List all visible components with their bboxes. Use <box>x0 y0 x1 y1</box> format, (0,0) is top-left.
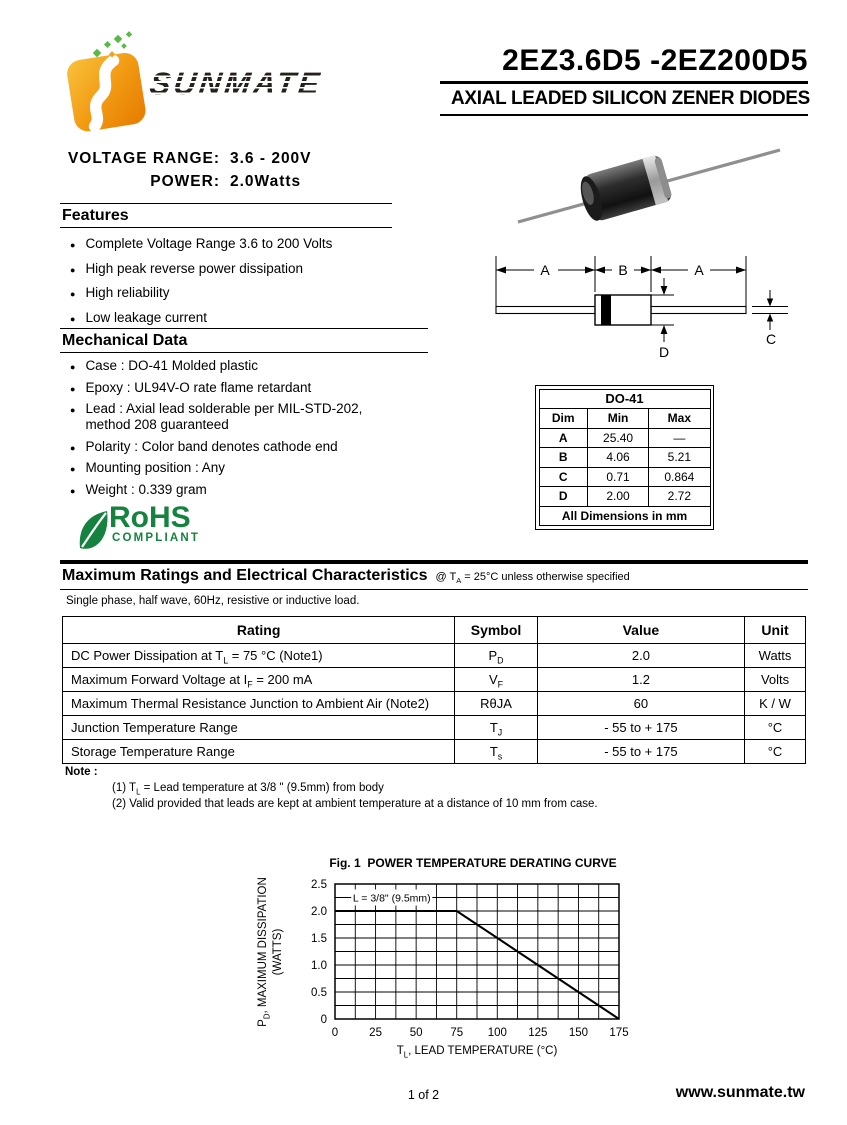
mechanical-text: Polarity : Color band denotes cathode end <box>85 438 338 454</box>
dim-cell: A <box>539 428 587 448</box>
package-title-row <box>539 389 710 409</box>
svg-text:50: 50 <box>409 1027 423 1039</box>
table-row <box>539 487 710 507</box>
symbol-cell: RθJA <box>455 692 537 716</box>
document-header <box>440 44 808 116</box>
mechanical-text: Weight : 0.339 gram <box>85 481 207 497</box>
bullet-icon: ● <box>70 313 76 324</box>
table-row <box>539 448 710 468</box>
part-number-title: 2EZ3.6D5 -2EZ200D5 <box>502 44 808 77</box>
diode-photo <box>500 136 795 238</box>
dim-label-d: D <box>658 344 670 360</box>
bullet-icon: ● <box>70 383 76 394</box>
mechanical-item <box>66 482 466 498</box>
brand-wordmark: SUNMATE <box>147 66 325 101</box>
feature-item <box>66 285 446 301</box>
dim-label-c: C <box>765 331 777 347</box>
mechanical-item <box>66 380 466 396</box>
unit-cell: K / W <box>745 692 806 716</box>
max-cell: 0.864 <box>649 467 710 487</box>
mechanical-item <box>66 460 466 476</box>
diode-body <box>576 154 673 224</box>
mechanical-item <box>66 401 466 433</box>
feature-item <box>66 261 446 277</box>
symbol-cell: $P_D$ <box>455 644 537 668</box>
mechanical-text: Mounting position : Any <box>85 460 226 475</box>
ratings-heading: Maximum Ratings and Electrical Characteristics <box>62 567 428 584</box>
mechanical-item <box>66 358 466 374</box>
svg-text:125: 125 <box>528 1027 548 1039</box>
table-row <box>63 716 806 740</box>
feature-text: High peak reverse power dissipation <box>85 260 304 276</box>
note-item: (1) $T_L$ = Lead temperature at 3/8 " (9.5mm) from body <box>112 782 384 797</box>
mechanical-text: Case : DO-41 Molded plastic <box>85 358 259 373</box>
cathode-band-mark <box>601 295 611 325</box>
value-cell: - 55 to + 175 <box>537 716 744 740</box>
mechanical-text: Lead : Axial lead solderable per MIL-STD-202, method 208 guaranteed <box>85 401 363 432</box>
package-name: DO-41 <box>539 389 710 409</box>
note-label: Note : <box>65 766 98 778</box>
feature-text: High reliability <box>85 285 170 300</box>
features-heading: Features <box>62 207 129 224</box>
symbol-cell: $V_F$ <box>455 668 537 692</box>
mechanical-text: Epoxy : UL94V-O rate flame retardant <box>85 379 312 395</box>
unit-cell: Watts <box>745 644 806 668</box>
table-row <box>539 428 710 448</box>
svg-text:25: 25 <box>369 1027 382 1039</box>
value-cell: 2.0 <box>537 644 744 668</box>
voltage-range-value: 3.6 - 200V <box>230 150 312 167</box>
package-footer-row <box>539 506 710 526</box>
rating-cell: Junction Temperature Range <box>63 716 455 740</box>
bullet-icon: ● <box>70 405 76 415</box>
voltage-range-label: VOLTAGE RANGE: <box>67 150 220 167</box>
rating-cell: Storage Temperature Range <box>63 740 455 764</box>
max-cell: — <box>649 428 710 448</box>
package-dimension-diagram <box>488 248 806 366</box>
svg-text:75: 75 <box>450 1027 464 1039</box>
bullet-icon: ● <box>70 485 76 496</box>
svg-text:L = 3/8" (9.5mm): L = 3/8" (9.5mm) <box>352 892 431 905</box>
rating-cell: Maximum Thermal Resistance Junction to Ambient Air (Note2) <box>63 692 455 716</box>
bullet-icon: ● <box>70 289 76 299</box>
value-cell: 60 <box>537 692 744 716</box>
subtitle-divider <box>440 114 808 116</box>
value-cell: - 55 to + 175 <box>537 740 744 764</box>
mechanical-section-header <box>60 328 428 353</box>
feature-item <box>66 236 446 252</box>
table-row <box>63 644 806 668</box>
unit-cell: °C <box>745 740 806 764</box>
ratings-table <box>62 616 806 764</box>
dim-label-b: B <box>618 262 628 278</box>
min-cell: 25.40 <box>587 428 648 448</box>
features-list <box>66 236 446 334</box>
rating-cell: DC Power Dissipation at $T_L = 75$ °C (Note1) <box>63 644 455 668</box>
figure-title: Fig. 1 POWER TEMPERATURE DERATING CURVE <box>329 856 617 870</box>
y-axis-label-line1: $P_D$, MAXIMUM DISSIPATION <box>257 877 272 1027</box>
rohs-compliant-logo <box>76 503 256 555</box>
chart-y-axis-label <box>256 852 288 1052</box>
section-divider-bar <box>60 560 808 564</box>
value-cell: 1.2 <box>537 668 744 692</box>
col-value: Value <box>537 617 744 644</box>
chart-x-axis-label: $T_L$, LEAD TEMPERATURE (°C) <box>396 1045 558 1060</box>
bullet-icon: ● <box>70 442 76 453</box>
rohs-subtitle: COMPLIANT <box>112 532 201 544</box>
feature-text: Complete Voltage Range 3.6 to 200 Volts <box>85 236 333 251</box>
dim-label-a-left: A <box>540 262 550 278</box>
min-cell: 2.00 <box>587 487 648 507</box>
max-cell: 5.21 <box>649 448 710 468</box>
dimensions-unit-note: All Dimensions in mm <box>539 506 710 526</box>
mechanical-list <box>66 358 466 503</box>
dim-cell: B <box>539 448 587 468</box>
svg-text:150: 150 <box>568 1027 589 1039</box>
dim-cell: C <box>539 467 587 487</box>
ratings-subnote: Single phase, half wave, 60Hz, resistive or inductive load. <box>66 595 360 607</box>
col-rating: Rating <box>63 617 455 644</box>
unit-cell: °C <box>745 716 806 740</box>
table-row <box>63 668 806 692</box>
features-section-header <box>60 203 392 228</box>
page-number: 1 of 2 <box>407 1088 440 1102</box>
dim-label-a-right: A <box>694 262 704 278</box>
table-row <box>63 692 806 716</box>
svg-text:1.5: 1.5 <box>311 933 327 945</box>
unit-cell: Volts <box>745 668 806 692</box>
power-label: POWER: <box>150 173 220 190</box>
col-symbol: Symbol <box>455 617 537 644</box>
svg-text:2.5: 2.5 <box>311 879 327 891</box>
derating-chart <box>240 872 670 1077</box>
dim-cell: D <box>539 487 587 507</box>
min-cell: 4.06 <box>587 448 648 468</box>
max-cell: 2.72 <box>649 487 710 507</box>
symbol-cell: $T_s$ <box>455 740 537 764</box>
ratings-header-row <box>63 617 806 644</box>
table-row <box>539 467 710 487</box>
ratings-heading-underline <box>60 589 808 590</box>
bullet-icon: ● <box>70 240 76 250</box>
rating-cell: Maximum Forward Voltage at $I_F = 200$ mA <box>63 668 455 692</box>
svg-text:175: 175 <box>609 1027 629 1039</box>
document-subtitle: AXIAL LEADED SILICON ZENER DIODES <box>451 86 810 109</box>
y-axis-label-line2: (WATTS) <box>272 928 284 976</box>
table-row <box>63 740 806 764</box>
feature-text: Low leakage current <box>85 309 208 325</box>
symbol-cell: $T_J$ <box>455 716 537 740</box>
svg-text:100: 100 <box>487 1027 507 1039</box>
mechanical-item <box>66 439 466 455</box>
package-header-row <box>539 409 710 429</box>
bullet-icon: ● <box>70 362 76 372</box>
bullet-icon: ● <box>70 464 76 474</box>
min-cell: 0.71 <box>587 467 648 487</box>
col-min: Min <box>587 409 648 429</box>
power-value: 2.0Watts <box>230 173 302 190</box>
col-unit: Unit <box>745 617 806 644</box>
note-item: (2) Valid provided that leads are kept at ambient temperature at a distance of 10 mm from case. <box>112 798 598 810</box>
rohs-title: RoHS <box>109 501 191 534</box>
mechanical-heading: Mechanical Data <box>62 332 188 349</box>
col-dim: Dim <box>539 409 587 429</box>
col-max: Max <box>649 409 710 429</box>
leaf-icon <box>76 509 110 551</box>
svg-text:1.0: 1.0 <box>311 960 327 972</box>
bullet-icon: ● <box>70 264 76 275</box>
website-url: www.sunmate.tw <box>675 1084 805 1101</box>
svg-text:2.0: 2.0 <box>311 906 327 918</box>
feature-item <box>66 310 446 326</box>
voltage-power-summary <box>62 150 312 191</box>
svg-text:0: 0 <box>320 1014 327 1026</box>
title-divider <box>440 81 808 84</box>
svg-text:0: 0 <box>331 1027 339 1039</box>
package-dimensions-table <box>535 385 714 530</box>
svg-text:0.5: 0.5 <box>311 987 327 999</box>
ratings-condition: @ $T_A = 25^\circ C$ unless otherwise specified <box>435 571 630 586</box>
